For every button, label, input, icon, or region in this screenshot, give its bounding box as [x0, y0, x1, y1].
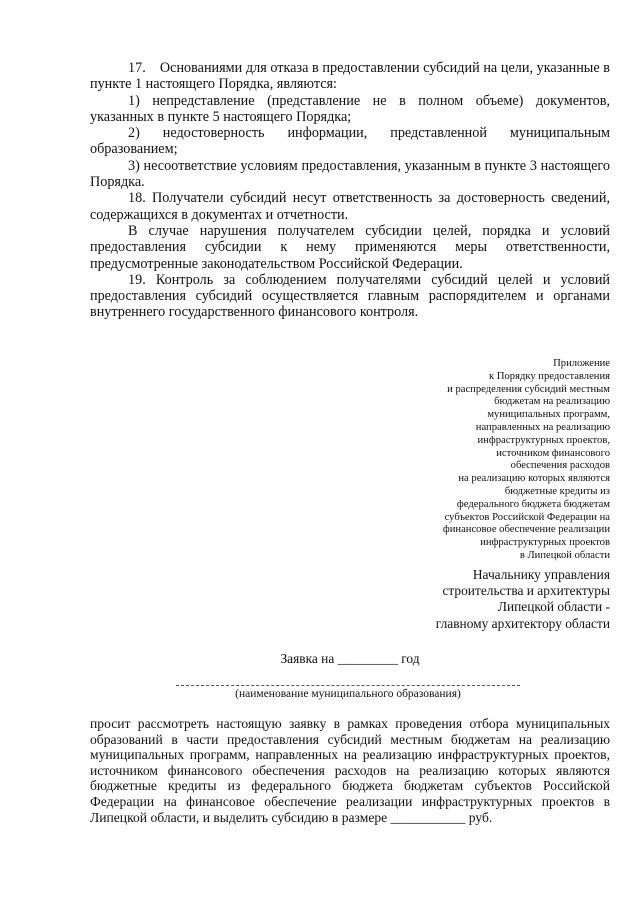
appendix-line: субъектов Российской Федерации на — [444, 511, 610, 523]
appendix-line: федерального бюджета бюджетам — [456, 498, 610, 510]
appendix-line: источником финансового — [496, 447, 610, 459]
paragraph-18-liability: В случае нарушения получателем субсидии целей, порядка и условий предоставления субсидии к нему применяются меры ответственности, предусмотренные законодательством Российской Федерации. — [90, 222, 610, 272]
addressee-line: Начальнику управления — [472, 567, 610, 582]
paragraph-17-item-1: 1) непредставление (представление не в полном объеме) документов, указанных в пункте 5 настоящего Порядка; — [90, 92, 610, 125]
appendix-line: на реализацию которых являются — [458, 473, 610, 485]
appendix-line: к Порядку предоставления — [489, 370, 610, 382]
paragraph-17: 17. Основаниями для отказа в предоставлении субсидий на цели, указанные в пункте 1 настоящего Порядка, являются: — [90, 60, 610, 93]
addressee-line: строительства и архитектуры — [442, 583, 610, 599]
appendix-line: Приложение — [553, 358, 610, 369]
appendix-line: бюджетам на реализацию — [494, 396, 610, 408]
appendix-line: муниципальных программ, — [487, 409, 610, 421]
paragraph-18: 18. Получатели субсидий несут ответственность за достоверность сведений, содержащихся в документах и отчетности. — [90, 190, 610, 223]
appendix-line: инфраструктурных проектов, — [477, 434, 610, 446]
request-text: просит рассмотреть настоящую заявку в рамках проведения отбора муниципальных образований в части предоставления субсидий местным бюджетам на реализацию муниципальных программ, направленных на реализацию инфраструктурных проектов, источником финансового обеспечения расходов на реализацию которых являются бюджетные кредиты из федерального бюджета бюджетам субъектов Российской Федерации на финансовое обеспечение реализации инфраструктурных проектов в Липецкой области, и выделить субсидию в размере ___________ руб. — [90, 716, 610, 825]
addressee-line: Липецкой области - — [497, 599, 610, 615]
appendix-line: обеспечения расходов — [510, 460, 610, 472]
appendix-line: бюджетные кредиты из — [504, 485, 610, 497]
appendix-line: финансовое обеспечение реализации — [442, 524, 610, 536]
appendix-line: инфраструктурных проектов — [480, 537, 610, 549]
appendix-line: в Липецкой области — [519, 549, 610, 561]
body-text — [90, 60, 610, 321]
appendix-header — [380, 358, 610, 563]
appendix-line: направленных на реализацию — [475, 421, 610, 433]
paragraph-17-item-2: 2) недостоверность информации, представленной муниципальным образованием; — [90, 125, 610, 158]
application-title: Заявка на _________ год — [280, 651, 420, 666]
municipality-caption: (наименование муниципального образования) — [235, 688, 461, 700]
addressee-line: главному архитектору области — [435, 615, 610, 631]
paragraph-19: 19. Контроль за соблюдением получателями субсидий целей и условий предоставления субсидий осуществляется главным распорядителем и органами внутреннего государственного финансового контроля. — [90, 271, 610, 321]
addressee-block — [380, 567, 610, 632]
paragraph-17-item-3: 3) несоответствие условиям предоставления, указанным в пункте 3 настоящего Порядка. — [90, 157, 610, 191]
appendix-line: и распределения субсидий местным — [447, 383, 610, 395]
municipality-blank-line — [176, 685, 520, 686]
